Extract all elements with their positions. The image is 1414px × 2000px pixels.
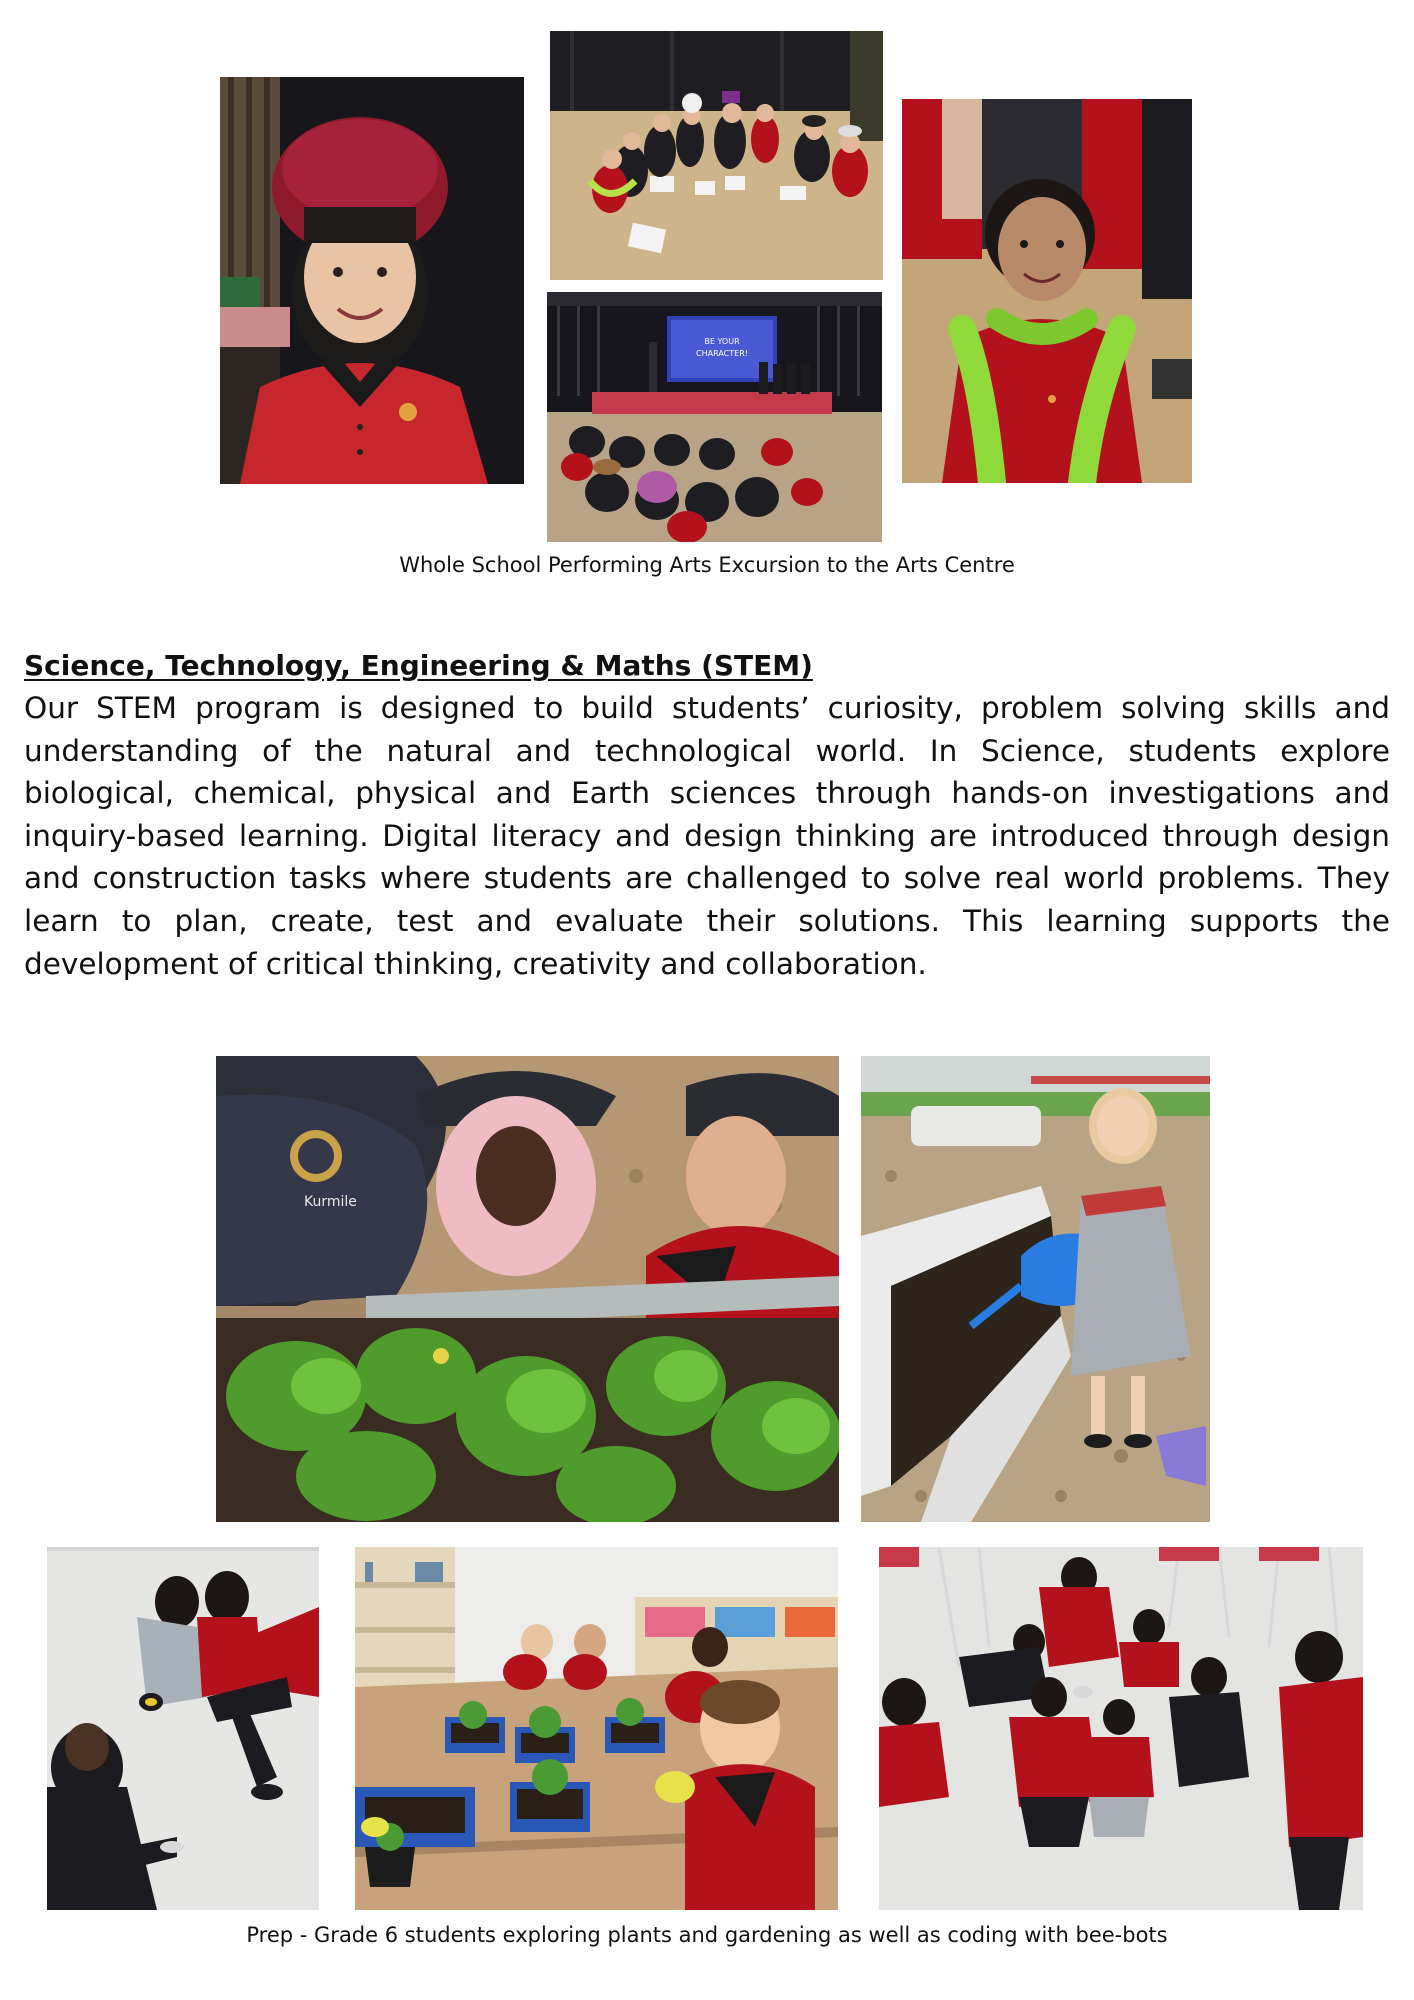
photo-students-stage xyxy=(547,292,882,542)
photo-students-garden-bed xyxy=(216,1056,839,1522)
photo-student-watering xyxy=(861,1056,1210,1522)
svg-text:BE YOUR: BE YOUR xyxy=(704,337,740,346)
photo-student-green-boa xyxy=(902,99,1192,483)
photo-students-potting xyxy=(355,1547,838,1910)
stem-heading: Science, Technology, Engineering & Maths (STEM) xyxy=(24,649,813,682)
hat-logo-text: Kurmile xyxy=(304,1194,357,1210)
photo-students-circle-floor xyxy=(879,1547,1363,1910)
stem-body-text: Our STEM program is designed to build students’ curiosity, problem solving skills and understanding of the natural and technological world. In Science, students explore biological, chemical, physical and Earth sciences through hands-on investigations and inquiry-based learning. Digital literacy and design thinking are introduced through design and construction tasks where students are challenged to solve real world problems. They learn to plan, create, test and evaluate their solutions. This learning supports the development of critical thinking, creativity and collaboration. xyxy=(24,691,1390,981)
photo-student-red-hat xyxy=(220,77,524,484)
gardening-caption: Prep - Grade 6 students exploring plants and gardening as well as coding with bee-bots xyxy=(246,1923,1168,1947)
photo-students-beebot xyxy=(47,1547,319,1910)
photo-students-sitting-circle xyxy=(550,31,883,280)
excursion-caption: Whole School Performing Arts Excursion to the Arts Centre xyxy=(399,553,1015,577)
svg-text:CHARACTER!: CHARACTER! xyxy=(696,349,748,358)
